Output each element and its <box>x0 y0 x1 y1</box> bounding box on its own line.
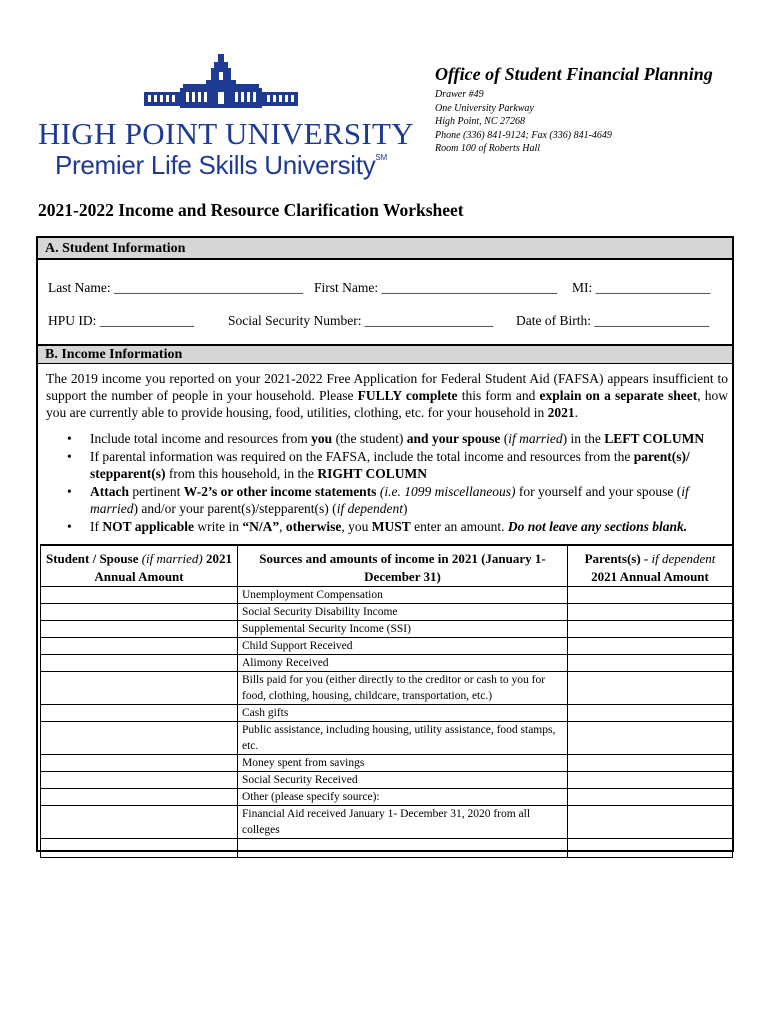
parent-amount-cell[interactable] <box>568 638 733 655</box>
table-row <box>41 705 733 722</box>
table-row <box>41 604 733 621</box>
income-source-label: Cash gifts <box>238 705 568 722</box>
parent-amount-cell[interactable] <box>568 672 733 705</box>
university-name: HIGH POINT UNIVERSITY <box>38 116 414 151</box>
university-tagline: Premier Life Skills University℠ <box>55 150 387 180</box>
income-source-label: Financial Aid received January 1- December 31, 2020 from all colleges <box>238 806 568 839</box>
parent-amount-cell[interactable] <box>568 839 733 858</box>
list-item: • If parental information was required on the FAFSA, include the total income and resources from the parent(s)/ stepparent(s) from this household, in the RIGHT COLUMN <box>46 448 728 483</box>
parent-amount-cell[interactable] <box>568 621 733 638</box>
first-name-field[interactable]: First Name: __________________________ <box>314 280 557 295</box>
student-amount-cell[interactable] <box>41 655 238 672</box>
income-table-header <box>41 545 733 587</box>
student-amount-cell[interactable] <box>41 755 238 772</box>
income-source-label: Unemployment Compensation <box>238 587 568 604</box>
section-b-heading: B. Income Information <box>38 344 732 364</box>
income-source-label: Other (please specify source): <box>238 789 568 806</box>
hpu-id-field[interactable]: HPU ID: ______________ <box>48 313 195 328</box>
student-amount-cell[interactable] <box>41 587 238 604</box>
office-address <box>435 88 612 156</box>
address-line: One University Parkway <box>435 102 534 114</box>
income-source-label: Alimony Received <box>238 655 568 672</box>
table-row <box>41 621 733 638</box>
income-source-label: Supplemental Security Income (SSI) <box>238 621 568 638</box>
student-amount-cell[interactable] <box>41 672 238 705</box>
service-mark: SM <box>375 153 387 162</box>
date-of-birth-field[interactable]: Date of Birth: _________________ <box>516 313 710 328</box>
parent-amount-cell[interactable] <box>568 789 733 806</box>
student-amount-cell[interactable] <box>41 722 238 755</box>
parent-amount-cell[interactable] <box>568 806 733 839</box>
table-row <box>41 772 733 789</box>
parent-amount-cell[interactable] <box>568 772 733 789</box>
table-row <box>41 789 733 806</box>
instructions-list <box>46 430 728 535</box>
income-table <box>40 544 733 858</box>
table-row <box>41 755 733 772</box>
table-row <box>41 655 733 672</box>
address-line: Room 100 of Roberts Hall <box>435 143 540 154</box>
list-item: • Attach pertinent W-2’s or other income statements (i.e. 1099 miscellaneous) for yourself and your spouse (if married) and/or your parent(s)/stepparent(s) (if dependent) <box>46 483 728 518</box>
mi-field[interactable]: MI: _________________ <box>572 280 711 295</box>
student-amount-cell[interactable] <box>41 839 238 858</box>
student-amount-header: Student / Spouse (if married) 2021 Annual Amount <box>41 545 238 587</box>
student-amount-cell[interactable] <box>41 789 238 806</box>
parent-amount-cell[interactable] <box>568 604 733 621</box>
income-source-label: Money spent from savings <box>238 755 568 772</box>
student-amount-cell[interactable] <box>41 604 238 621</box>
table-row <box>41 722 733 755</box>
table-row <box>41 672 733 705</box>
list-item: • Include total income and resources from you (the student) and your spouse (if married) in the LEFT COLUMN <box>46 430 728 448</box>
list-item: • If NOT applicable write in “N/A”, otherwise, you MUST enter an amount. Do not leave any sections blank. <box>46 518 728 536</box>
income-source-label: Bills paid for you (either directly to the creditor or cash to you for food, clothing, housing, childcare, transportation, etc.) <box>238 672 568 705</box>
parent-amount-cell[interactable] <box>568 655 733 672</box>
instructions-paragraph: The 2019 income you reported on your 2021-2022 Free Application for Federal Student Aid (FAFSA) appears insufficient to support the number of people in your household. Please FULLY complete this form and explain on a separate sheet, how you are currently able to provide housing, food, utilities, clothing, etc. for your household in 2021. <box>46 371 728 420</box>
income-source-label: Public assistance, including housing, utility assistance, food stamps, etc. <box>238 722 568 755</box>
table-row <box>41 839 733 858</box>
document-title: 2021-2022 Income and Resource Clarification Worksheet <box>38 200 464 220</box>
income-source-label <box>238 839 568 858</box>
table-row <box>41 638 733 655</box>
office-name: Office of Student Financial Planning <box>435 64 713 84</box>
parent-amount-cell[interactable] <box>568 705 733 722</box>
parent-amount-cell[interactable] <box>568 722 733 755</box>
last-name-field[interactable]: Last Name: ____________________________ <box>48 280 303 295</box>
ssn-field[interactable]: Social Security Number: ___________________ <box>228 313 494 328</box>
student-amount-cell[interactable] <box>41 621 238 638</box>
parent-amount-cell[interactable] <box>568 587 733 604</box>
student-amount-cell[interactable] <box>41 806 238 839</box>
student-amount-cell[interactable] <box>41 638 238 655</box>
income-source-label: Social Security Disability Income <box>238 604 568 621</box>
sources-header: Sources and amounts of income in 2021 (January 1-December 31) <box>238 545 568 587</box>
income-source-label: Child Support Received <box>238 638 568 655</box>
address-line: Drawer #49 <box>435 89 484 100</box>
address-line: Phone (336) 841-9124; Fax (336) 841-4649 <box>435 129 612 141</box>
income-source-label: Social Security Received <box>238 772 568 789</box>
table-row <box>41 587 733 604</box>
parent-amount-header: Parents(s) - if dependent 2021 Annual Amount <box>568 545 733 587</box>
worksheet-form <box>36 236 734 852</box>
section-a-heading: A. Student Information <box>38 238 732 260</box>
parent-amount-cell[interactable] <box>568 755 733 772</box>
student-amount-cell[interactable] <box>41 705 238 722</box>
table-row <box>41 806 733 839</box>
address-line: High Point, NC 27268 <box>435 116 526 127</box>
student-amount-cell[interactable] <box>41 772 238 789</box>
